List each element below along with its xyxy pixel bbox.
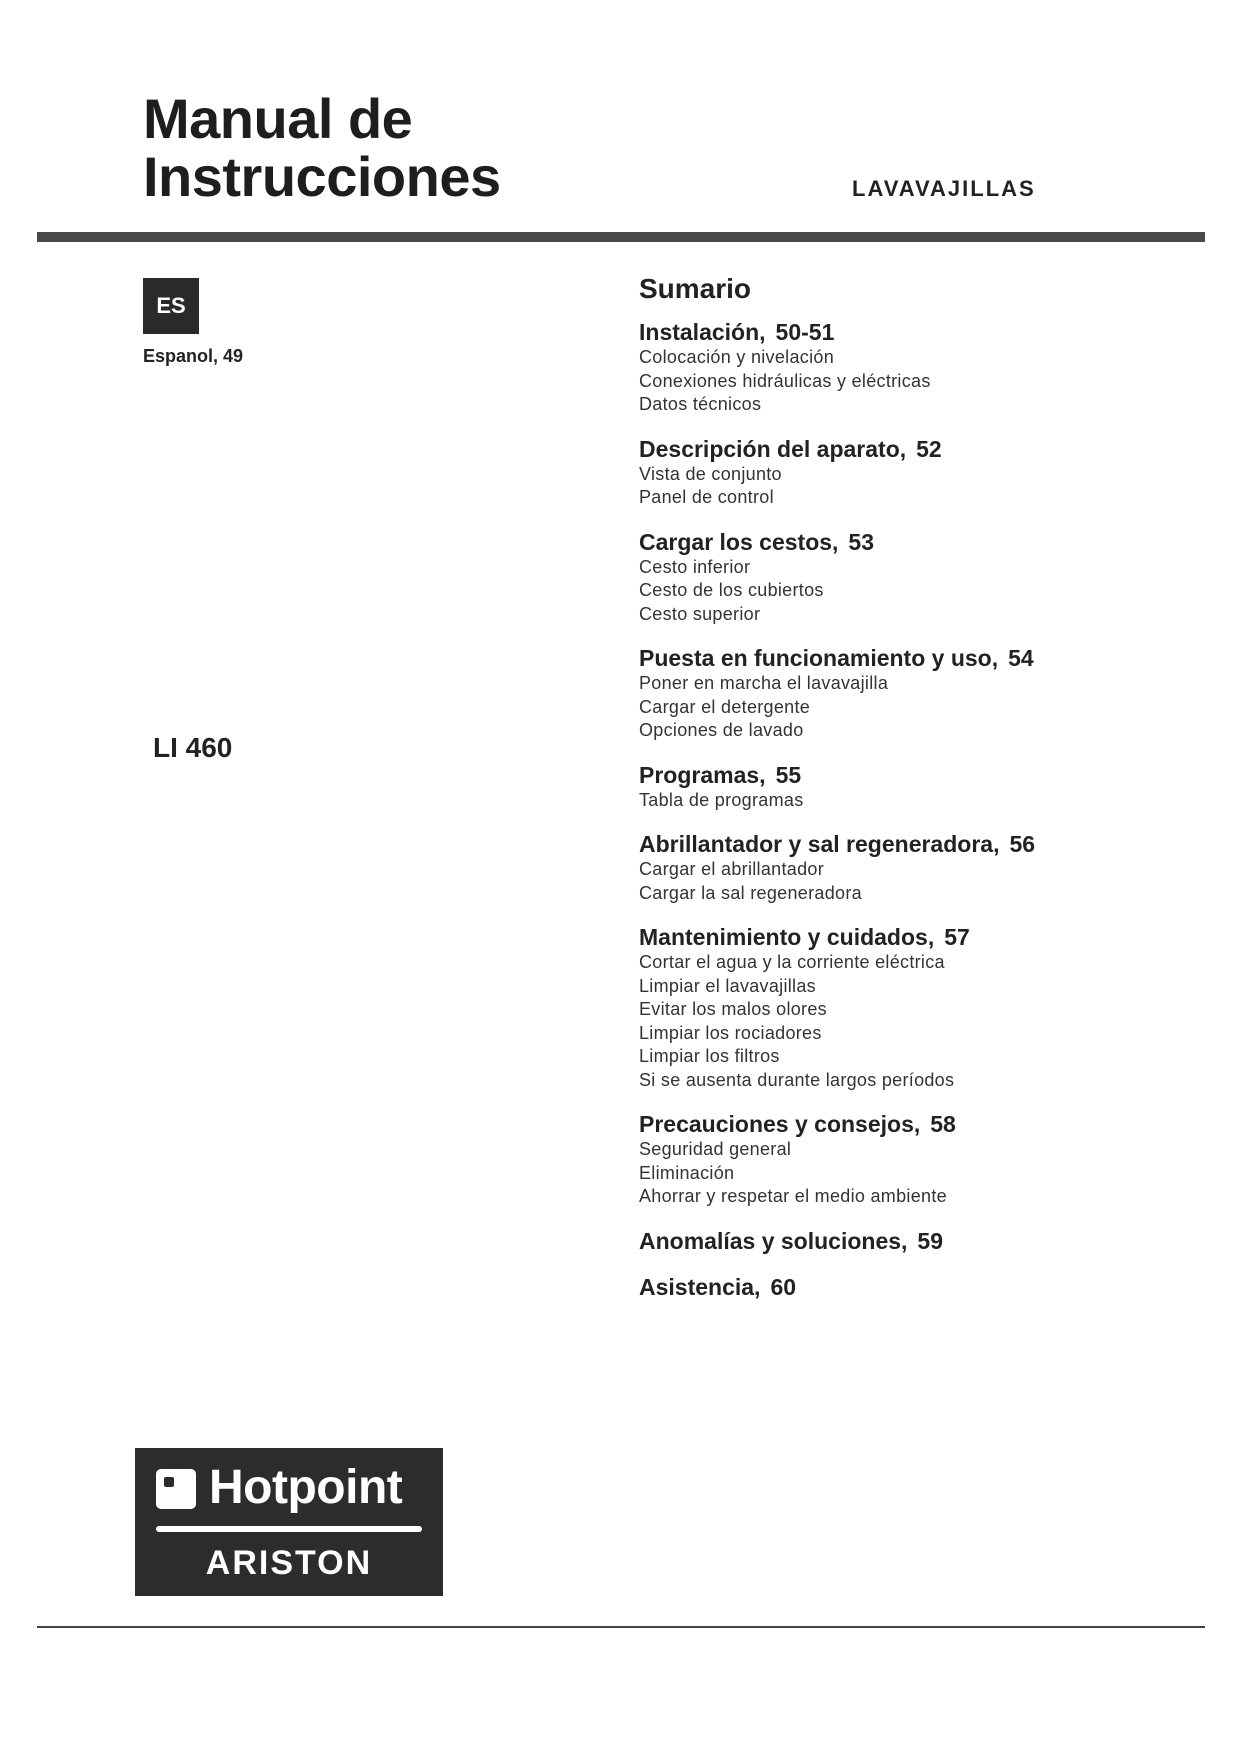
toc-subitem: Cortar el agua y la corriente eléctrica (639, 952, 945, 972)
toc-section (639, 1227, 1199, 1255)
toc-section (639, 830, 1199, 905)
toc-section (639, 644, 1199, 743)
toc-section-title-text: Puesta en funcionamiento y uso, (639, 645, 999, 671)
toc-subitem: Cargar la sal regeneradora (639, 882, 862, 903)
toc-subitem: Cargar el abrillantador (639, 859, 824, 879)
toc-section-title (639, 644, 1199, 672)
toc-section-page: 58 (930, 1111, 956, 1137)
logo-square-icon (156, 1469, 196, 1509)
toc-subitem: Limpiar el lavavajillas (639, 975, 816, 996)
toc-subitem: Ahorrar y respetar el medio ambiente (639, 1186, 947, 1206)
toc-section-title (639, 1227, 1199, 1255)
toc-section-page: 55 (775, 761, 802, 788)
toc-section-title (639, 435, 1199, 463)
toc-section-title-text: Abrillantador y sal regeneradora, (639, 831, 1000, 857)
toc-section-title (639, 528, 1199, 556)
toc-section-title (639, 1110, 1199, 1138)
toc-section-title (639, 830, 1199, 858)
toc-subitem: Datos técnicos (639, 394, 762, 414)
toc-subitem: Cesto de los cubiertos (639, 580, 824, 600)
toc-subitem: Si se ausenta durante largos períodos (639, 1069, 955, 1090)
toc-section (639, 528, 1199, 627)
logo-brand-name: Hotpoint (209, 1461, 403, 1514)
toc-section-page: 56 (1009, 831, 1036, 857)
toc-subitem: Vista de conjunto (639, 463, 782, 484)
toc-section (639, 318, 1199, 417)
toc-section-page: 60 (770, 1273, 797, 1300)
toc-subitem: Opciones de lavado (639, 720, 804, 740)
product-category: LAVAVAJILLAS (852, 176, 1036, 201)
toc-section (639, 1273, 1199, 1301)
toc-section (639, 1110, 1199, 1209)
toc-section-page: 53 (848, 528, 875, 555)
toc-section-title-text: Precauciones y consejos, (639, 1111, 921, 1137)
toc-subitem: Eliminación (639, 1162, 735, 1183)
toc-subitem: Cargar el detergente (639, 696, 811, 717)
toc-section-title (639, 761, 1199, 789)
toc-section-page: 50-51 (775, 319, 835, 345)
toc-section-title-text: Asistencia, (639, 1273, 761, 1300)
footer-divider (37, 1626, 1205, 1628)
toc-subitem: Evitar los malos olores (639, 999, 827, 1019)
language-label: Espanol, 49 (143, 346, 244, 366)
toc-section-title (639, 923, 1199, 951)
toc-sections (639, 318, 1199, 1301)
header-divider (37, 232, 1205, 242)
title-line-2: Instrucciones (143, 145, 501, 208)
toc-section (639, 435, 1199, 510)
toc-subitem: Limpiar los filtros (639, 1046, 780, 1066)
toc-subitem: Seguridad general (639, 1139, 792, 1159)
toc-subitem: Cesto superior (639, 603, 761, 624)
toc-subitem: Limpiar los rociadores (639, 1022, 822, 1043)
toc-subitem: Cesto inferior (639, 556, 751, 577)
toc-subitem: Tabla de programas (639, 789, 804, 810)
toc-section-title-text: Programas, (639, 761, 766, 788)
model-number: LI 460 (153, 732, 233, 763)
toc-section-title (639, 1273, 1199, 1301)
toc-heading: Sumario (639, 273, 752, 304)
toc-section-title-text: Anomalías y soluciones, (639, 1227, 908, 1254)
toc-section (639, 923, 1199, 1092)
toc-section-title (639, 318, 1199, 346)
toc-section-page: 59 (917, 1227, 944, 1254)
language-badge: ES (143, 278, 199, 334)
toc-section-title-text: Cargar los cestos, (639, 528, 839, 555)
toc-subitem: Colocación y nivelación (639, 347, 835, 367)
title-line-1: Manual de (143, 87, 413, 150)
toc-section-page: 52 (916, 435, 942, 462)
toc-section-page: 54 (1008, 645, 1034, 671)
logo-divider (156, 1526, 422, 1532)
toc-subitem: Poner en marcha el lavavajilla (639, 673, 889, 693)
toc-section-title-text: Mantenimiento y cuidados, (639, 924, 935, 950)
toc-section (639, 761, 1199, 813)
toc-subitem: Conexiones hidráulicas y eléctricas (639, 370, 931, 391)
toc-subitem: Panel de control (639, 487, 774, 507)
table-of-contents (639, 272, 1199, 1319)
toc-section-title-text: Descripción del aparato, (639, 435, 907, 462)
toc-section-page: 57 (944, 924, 970, 950)
logo-subbrand: ARISTON (205, 1544, 373, 1582)
brand-logo (135, 1448, 443, 1596)
document-title (143, 87, 501, 208)
toc-section-title-text: Instalación, (639, 319, 766, 345)
